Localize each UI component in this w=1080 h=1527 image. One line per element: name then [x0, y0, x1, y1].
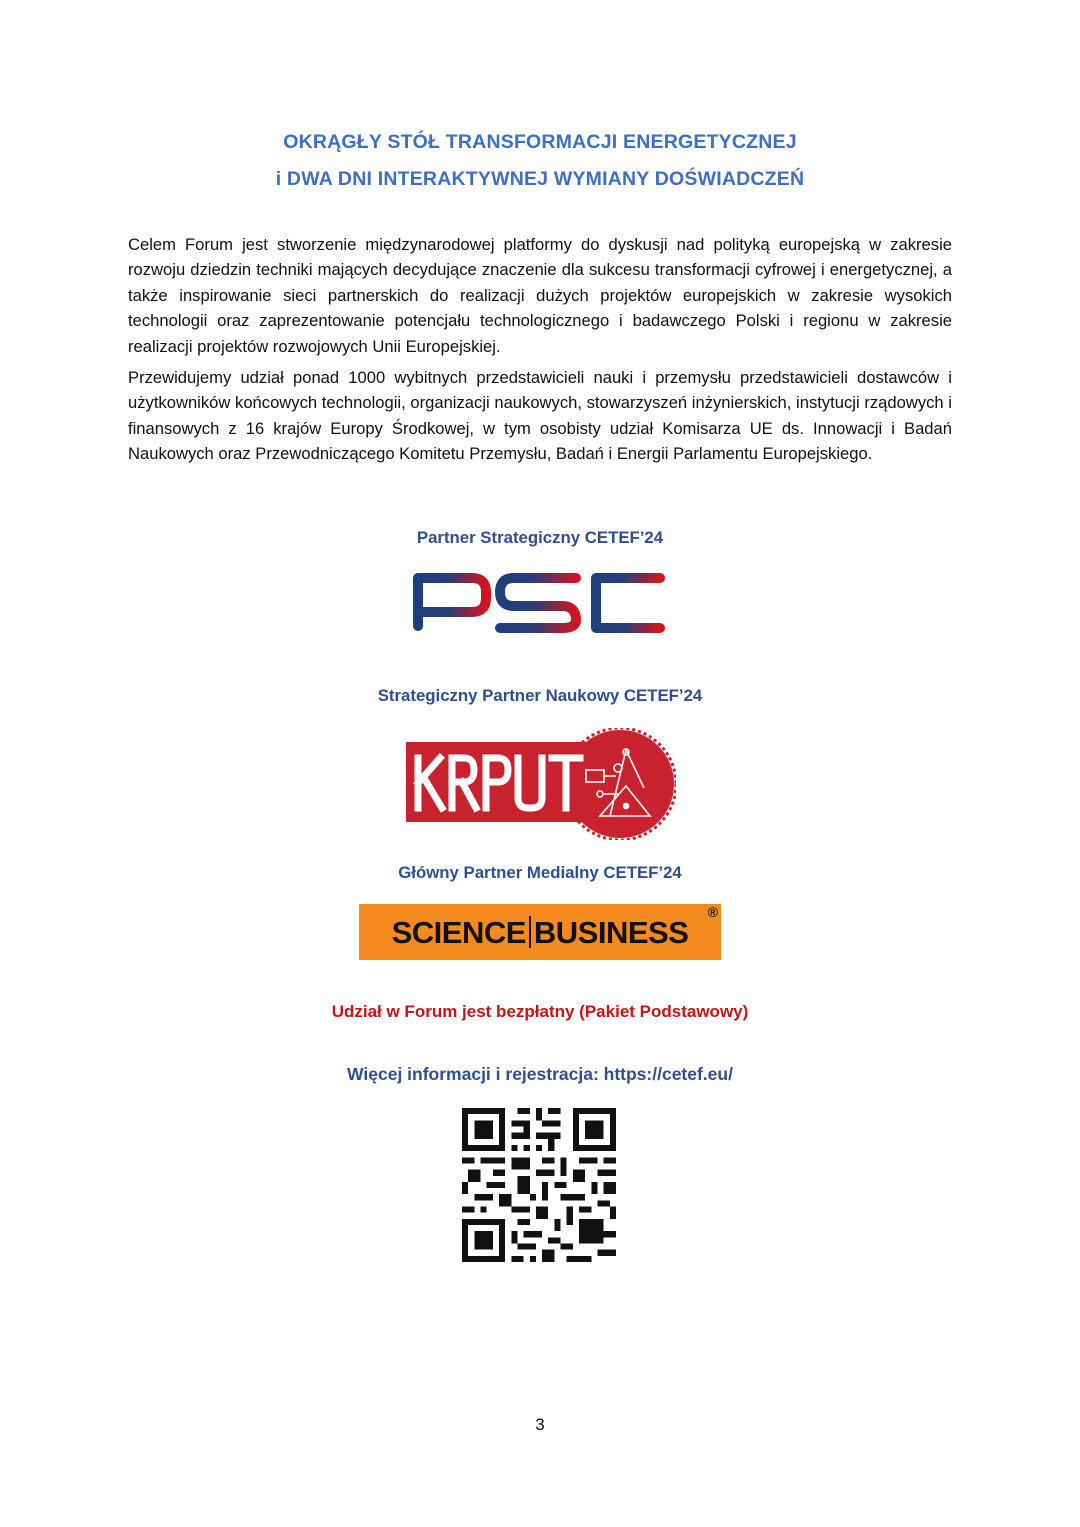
- qr-code[interactable]: [462, 1108, 616, 1262]
- wordmark-divider: [529, 916, 531, 948]
- title-line-1: OKRĄGŁY STÓŁ TRANSFORMACJI ENERGETYCZNEJ: [283, 131, 797, 153]
- participants-paragraph: Przewidujemy udział ponad 1000 wybitnych przedstawicieli nauki i przemysłu przedstawicieli dostawców i użytkowników końcowych technologii, organizacji naukowych, stowarzyszeń inżynierskich, instytucji rządowych i finansowych z 16 krajów Europy Środkowej, w tym osobisty udział Komisarza UE ds. Innowacji i Badań Naukowych oraz Przewodniczącego Komitetu Przemysłu, Badań i Energii Parlamentu Europejskiego.: [128, 368, 952, 464]
- strategic-partner-caption: Partner Strategiczny CETEF’24: [416, 528, 664, 547]
- science-word: SCIENCE: [391, 915, 526, 950]
- media-partner-caption: Główny Partner Medialny CETEF’24: [398, 863, 682, 882]
- krput-logo: [404, 728, 676, 840]
- science-business-wordmark: [359, 915, 721, 951]
- science-partner-caption: Strategiczny Partner Naukowy CETEF’24: [377, 686, 703, 705]
- registered-mark: ®: [707, 904, 718, 920]
- title-line-2: i DWA DNI INTERAKTYWNEJ WYMIANY DOŚWIADCZEŃ: [275, 168, 805, 190]
- free-participation-note: Udział w Forum jest bezpłatny (Pakiet Podstawowy): [331, 1002, 749, 1021]
- science-business-logo: [359, 904, 721, 960]
- intro-paragraph: Celem Forum jest stworzenie międzynarodowej platformy do dyskusji nad polityką europejską w zakresie rozwoju dziedzin techniki mających decydujące znaczenie dla sukcesu transformacji cyfrowej i energetycznej, a także inspirowanie sieci partnerskich do realizacji dużych projektów europejskich w zakresie wysokich technologii oraz zaprezentowanie potencjału technologicznego i badawczego Polski i regionu w zakresie realizacji projektów rozwojowych Unii Europejskiej.: [128, 235, 952, 356]
- registration-link[interactable]: Więcej informacji i rejestracja: https://cetef.eu/: [347, 1064, 733, 1084]
- page-number: 3: [535, 1415, 545, 1434]
- pse-logo: [410, 566, 670, 666]
- business-word: BUSINESS: [533, 915, 689, 950]
